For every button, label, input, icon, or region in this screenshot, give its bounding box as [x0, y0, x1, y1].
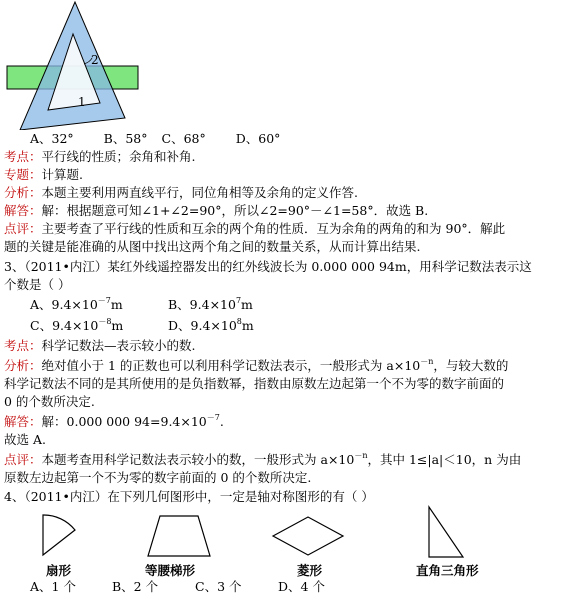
dianping-text: 主要考查了平行线的性质和互余的两个角的性质．互为余角的两角的和为 90°．解此: [41, 221, 506, 236]
q2-option-d: D、60°: [235, 131, 281, 146]
q2-jieda: [4, 202, 428, 220]
zhuanti-text: 计算题.: [41, 167, 83, 182]
q3-fenxi-3: [4, 393, 95, 411]
q3-option-c: C、$9.4\times 10^{-8}m$: [30, 317, 124, 333]
jieda-exponent: －7: [206, 413, 220, 422]
jieda-text: 解：0.000 000 94=9.4×10: [41, 414, 207, 429]
dianping-exponent: －n: [354, 451, 368, 460]
dianping-label: 点评：: [4, 221, 42, 236]
fenxi-label: 分析：: [4, 185, 42, 200]
jieda-label: 解答：: [4, 203, 42, 218]
q2-option-a: A、32°: [30, 131, 74, 146]
sector-shape: [43, 515, 75, 555]
jieda-tail: .: [219, 414, 224, 429]
q4-stem: [4, 488, 374, 506]
q3-options-row-1: [30, 296, 253, 314]
zhuanti-label: 专题：: [4, 167, 42, 182]
dianping-text-cont: 原数左边起第一个不为零的数字前面的 0 的个数所决定.: [4, 470, 312, 485]
q4-option-d: D、4 个: [278, 579, 325, 594]
kaodian-text: 平行线的性质；余角和补角.: [41, 149, 196, 164]
q3-dianping-2: [4, 469, 311, 487]
q2-dianping-2: [4, 238, 420, 256]
q3-fenxi-1: [4, 357, 508, 375]
rhombus-shape: [273, 517, 343, 555]
jieda-text-cont: 故选 A.: [4, 432, 46, 447]
fenxi-label: 分析：: [4, 358, 42, 373]
q3-dianping-1: [4, 451, 521, 469]
q4-options: [30, 578, 325, 596]
q3-option-d: D、$9.4\times 10^8m$: [168, 317, 254, 333]
q3-stem-1: [4, 258, 532, 276]
dianping-text: 本题考查用科学记数法表示较小的数，一般形式为 a×10: [41, 452, 355, 467]
q3-jieda: [4, 413, 224, 431]
dianping-text-tail: ，其中 1≤|a|＜10，n 为由: [367, 452, 522, 467]
kaodian-label: 考点：: [4, 338, 42, 353]
fenxi-text-tail: ，与较大数的: [433, 358, 509, 373]
q2-kaodian: [4, 148, 196, 166]
q3-option-a: A、$9.4\times 10^{-7}m$: [30, 296, 123, 312]
q4-option-c: C、3 个: [195, 579, 242, 594]
q2-option-c: C、68°: [161, 131, 206, 146]
q4-stem-text: 4、（2011•内江）在下列几何图形中，一定是轴对称图形的有（ ）: [4, 489, 374, 504]
shape-label-rhombus: 菱形: [297, 563, 323, 578]
q3-stem-2: [4, 276, 70, 294]
isosceles-trapezoid-shape: [148, 516, 210, 556]
shape-label-trapezoid: 等腰梯形: [145, 563, 196, 578]
q3-option-b: B、$9.4\times 10^7m$: [168, 296, 253, 312]
q3-stem-text: 3、（2011•内江）某红外线遥控器发出的红外线波长为 0.000 000 94m，用科学记数法表示这: [4, 259, 532, 274]
angle-1-label: 1: [78, 95, 86, 109]
fenxi-exponent: －n: [420, 357, 434, 366]
jieda-label: 解答：: [4, 414, 42, 429]
q2-figure: [0, 0, 150, 130]
dianping-label: 点评：: [4, 452, 42, 467]
q3-options-row-2: [30, 317, 254, 335]
fenxi-text-end: 0 的个数所决定.: [4, 394, 95, 409]
q3-kaodian: [4, 337, 196, 355]
shape-label-right-triangle: 直角三角形: [416, 563, 479, 578]
right-triangle-shape: [429, 507, 463, 557]
shape-label-sector: 扇形: [46, 563, 72, 578]
q2-zhuanti: [4, 166, 83, 184]
q2-dianping-1: [4, 220, 505, 238]
q3-fenxi-2: [4, 375, 504, 393]
q4-option-a: A、1 个: [30, 579, 76, 594]
dianping-text-cont: 题的关键是能准确的从图中找出这两个角之间的数量关系，从而计算出结果.: [4, 239, 421, 254]
q3-stem-text-cont: 个数是（ ）: [4, 277, 71, 292]
angle-2-label: 2: [91, 53, 99, 67]
q2-options: [30, 130, 280, 148]
fenxi-text: 本题主要利用两直线平行，同位角相等及余角的定义作答.: [41, 185, 358, 200]
fenxi-text: 绝对值小于 1 的正数也可以利用科学记数法表示，一般形式为 a×10: [41, 358, 421, 373]
jieda-text: 解：根据题意可知∠1+∠2=90°，所以∠2=90°－∠1=58°．故选 B.: [41, 203, 429, 218]
fenxi-text-cont: 科学记数法不同的是其所使用的是负指数幂，指数由原数左边起第一个不为零的数字前面的: [4, 376, 505, 391]
q2-fenxi: [4, 184, 358, 202]
q4-option-b: B、2 个: [112, 579, 159, 594]
q4-shapes: [0, 505, 561, 565]
kaodian-label: 考点：: [4, 149, 42, 164]
q2-option-b: B、58°: [103, 131, 148, 146]
kaodian-text: 科学记数法—表示较小的数.: [41, 338, 196, 353]
q3-jieda-2: [4, 431, 46, 449]
